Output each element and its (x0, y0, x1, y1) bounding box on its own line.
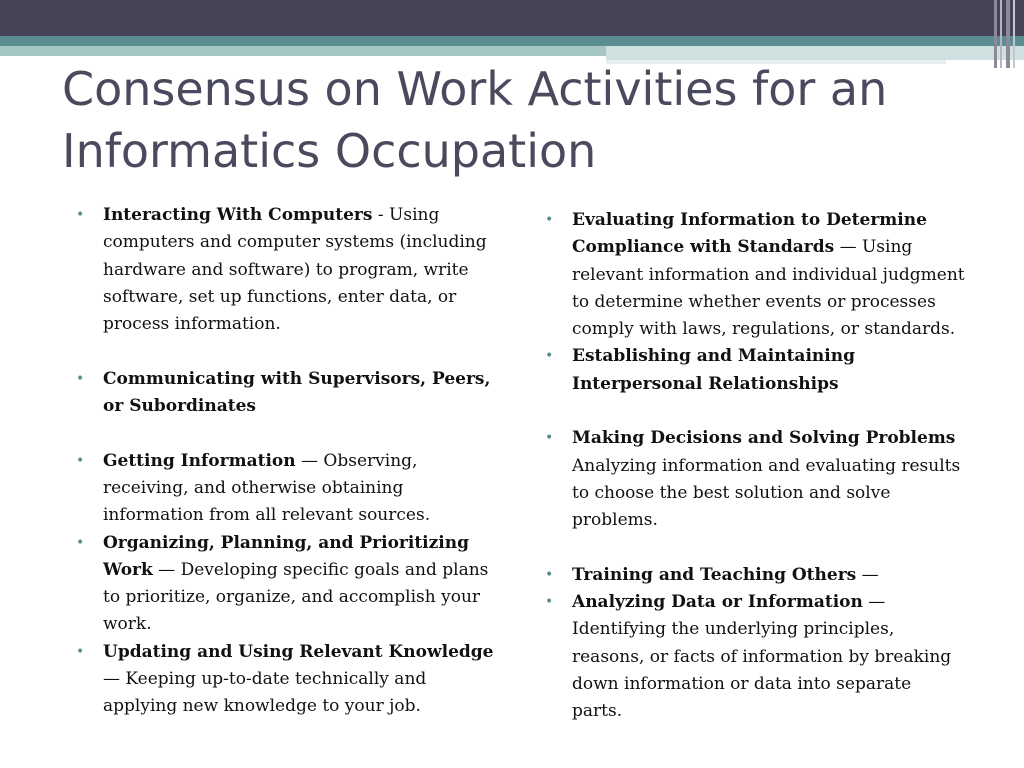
list-item (545, 589, 965, 725)
bullet-icon: • (545, 566, 554, 583)
item-heading: Updating and Using Relevant Knowledge (103, 641, 494, 662)
item-text: — Using relevant information and individual judgment to determine whether events or processes comply with laws, regulations, or standards. (572, 237, 965, 340)
item-heading: Interacting With Computers (103, 205, 373, 225)
bullet-icon: • (76, 534, 85, 551)
left-bullet-list (76, 202, 496, 721)
list-item (545, 562, 965, 589)
item-text: Analyzing information and evaluating results to choose the best solution and solve problems. (572, 455, 961, 531)
header-accent-stripe-light (0, 46, 606, 56)
list-item (76, 448, 496, 530)
item-heading: Communicating with Supervisors, Peers, or Subordinates (103, 368, 491, 417)
item-text: - Using computers and computer systems (including hardware and software) to program, write software, set up functions, enter data, or process information. (103, 205, 487, 335)
bullet-icon: • (76, 643, 85, 660)
item-heading: Evaluating Information to Determine Compliance with Standards (572, 210, 927, 258)
item-text: — Observing, receiving, and otherwise obtaining information from all relevant sources. (103, 450, 431, 526)
item-heading: Organizing, Planning, and Prioritizing Work (103, 532, 469, 580)
bullet-icon: • (545, 594, 554, 611)
slide-title: Consensus on Work Activities for an Informatics Occupation (62, 62, 888, 178)
bullet-icon: • (76, 452, 85, 469)
bullet-icon: • (76, 207, 85, 223)
bullet-icon: • (76, 370, 85, 387)
item-heading: Establishing and Maintaining Interpersonal Relationships (572, 346, 855, 394)
bullet-icon: • (545, 212, 554, 228)
list-item (76, 202, 496, 338)
item-text: — Identifying the underlying principles, reasons, or facts of information by breaking down information or data into separate parts. (572, 592, 952, 722)
item-heading: Training and Teaching Others (572, 564, 857, 585)
list-item (545, 343, 965, 398)
bullet-icon: • (545, 430, 554, 447)
list-item (545, 425, 965, 534)
item-text: — (856, 564, 879, 585)
list-item (76, 530, 496, 639)
item-heading: Making Decisions and Solving Problems (572, 428, 956, 449)
header-bar (0, 0, 1024, 36)
decorative-stripe (1006, 0, 1010, 68)
list-item (545, 207, 965, 343)
item-text: — Keeping up-to-date technically and applying new knowledge to your job. (103, 669, 427, 717)
decorative-stripe (994, 0, 997, 68)
item-heading: Analyzing Data or Information (572, 592, 863, 613)
header-accent-stripe (0, 36, 1024, 46)
item-text: — Developing specific goals and plans to prioritize, organize, and accomplish your work. (103, 559, 489, 635)
decorative-stripe (1013, 0, 1015, 68)
decorative-stripe (1000, 0, 1002, 68)
list-item (76, 366, 496, 421)
right-bullet-list (545, 207, 965, 726)
item-heading: Getting Information (103, 450, 296, 471)
bullet-icon: • (545, 348, 554, 365)
list-item (76, 639, 496, 721)
